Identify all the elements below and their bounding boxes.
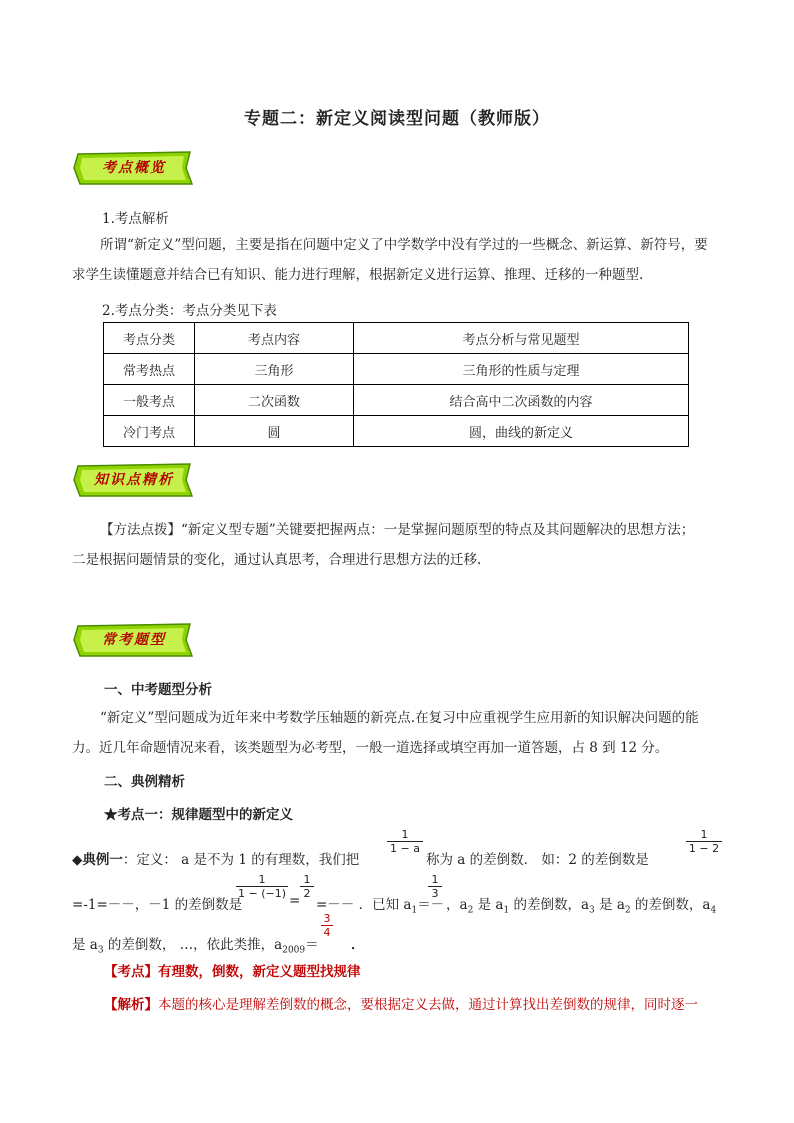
section-heading: 1.考点解析: [102, 211, 169, 227]
table-cell: 三角形: [195, 354, 354, 385]
method-paragraph: 【方法点拨】“新定义型专题”关键要把握两点：一是掌握问题原型的特点及其问题解决的思想方法； 二是根据问题情景的变化，通过认真思考，合理进行思想方法的迁移.: [72, 522, 695, 568]
kaodian-table: [103, 322, 689, 447]
table-cell: 冷门考点: [104, 416, 195, 447]
example-line-2: =-1=－－，－1 的差倒数是: [72, 897, 243, 913]
table-cell: 圆: [195, 416, 354, 447]
page-title: 专题二：新定义阅读型问题（教师版）: [244, 109, 550, 129]
banner-label: 考点概览: [102, 160, 166, 176]
answer-fraction: $\frac{3}{4}$: [321, 912, 333, 939]
table-row: [104, 354, 689, 385]
example-line-2b: =－－ ．已知 $a_1=-$: [316, 897, 445, 916]
banner-label: 常考题型: [102, 632, 166, 648]
fraction-4: $\frac{1}{2}$: [300, 873, 314, 900]
example-end-period: ．: [351, 937, 365, 953]
part1-paragraph: “新定义”型问题成为近年来中考数学压轴题的新亮点.在复习中应重视学生应用新的知识解决问题的能 力。近几年命题情况来看，该类题型为必考型，一般一道选择或填空再加一道答题，占 8 到 12 分。: [72, 710, 699, 756]
table-cell: 结合高中二次函数的内容: [354, 385, 689, 416]
section-heading-2: 2.考点分类：考点分类见下表: [102, 303, 277, 319]
example-line-1: ◆典例一：定义： a 是不为 1 的有理数，我们把: [72, 852, 360, 868]
table-header: 考点内容: [195, 323, 354, 354]
table-cell: 三角形的性质与定理: [354, 354, 689, 385]
kaodian-line: 【考点】有理数，倒数，新定义题型找规律: [104, 964, 361, 980]
section-paragraph: 所谓“新定义”型问题，主要是指在问题中定义了中学数学中没有学过的一些概念、新运算、新符号，要 求学生读懂题意并结合已有知识、能力进行理解，根据新定义进行运算、推理、迁移的一种题型.: [72, 237, 708, 283]
table-header: 考点分类: [104, 323, 195, 354]
fraction-5: $\frac{1}{3}$: [428, 873, 442, 900]
table-cell: 二次函数: [195, 385, 354, 416]
table-cell: 常考热点: [104, 354, 195, 385]
example-line-1b: 称为 a 的差倒数． 如：2 的差倒数是: [426, 852, 649, 868]
banner-kaodian-gailan: [72, 150, 196, 186]
point1-heading: ★考点一：规律题型中的新定义: [104, 807, 293, 823]
example-line-3: 是 $a_3$ 的差倒数， …，依此类推，$a_{2009}=$: [72, 937, 319, 956]
fraction-3: $\frac{1}{1 - (-1)}$: [237, 873, 286, 900]
table-cell: 一般考点: [104, 385, 195, 416]
table-cell: 圆，曲线的新定义: [354, 416, 689, 447]
part1-heading: 一、中考题型分析: [104, 682, 212, 698]
part2-heading: 二、典例精析: [104, 774, 185, 790]
banner-label: 知识点精析: [94, 472, 174, 488]
equals-sign: =: [289, 893, 301, 909]
fraction-1: $\frac{1}{1 - a}$: [387, 828, 423, 855]
jiexi-line: 【解析】本题的核心是理解差倒数的概念，要根据定义去做，通过计算找出差倒数的规律，同时逐一: [104, 997, 698, 1013]
example-line-2c: ，$a_2$ 是 $a_1$ 的差倒数，$a_3$ 是 $a_2$ 的差倒数，$a_4$: [446, 897, 717, 916]
table-row: [104, 385, 689, 416]
fraction-2: $\frac{1}{1 - 2}$: [686, 828, 722, 855]
table-row: [104, 416, 689, 447]
banner-zhishidian: [72, 462, 196, 498]
table-header: 考点分析与常见题型: [354, 323, 689, 354]
banner-changkao: [72, 622, 196, 658]
table-header-row: [104, 323, 689, 354]
